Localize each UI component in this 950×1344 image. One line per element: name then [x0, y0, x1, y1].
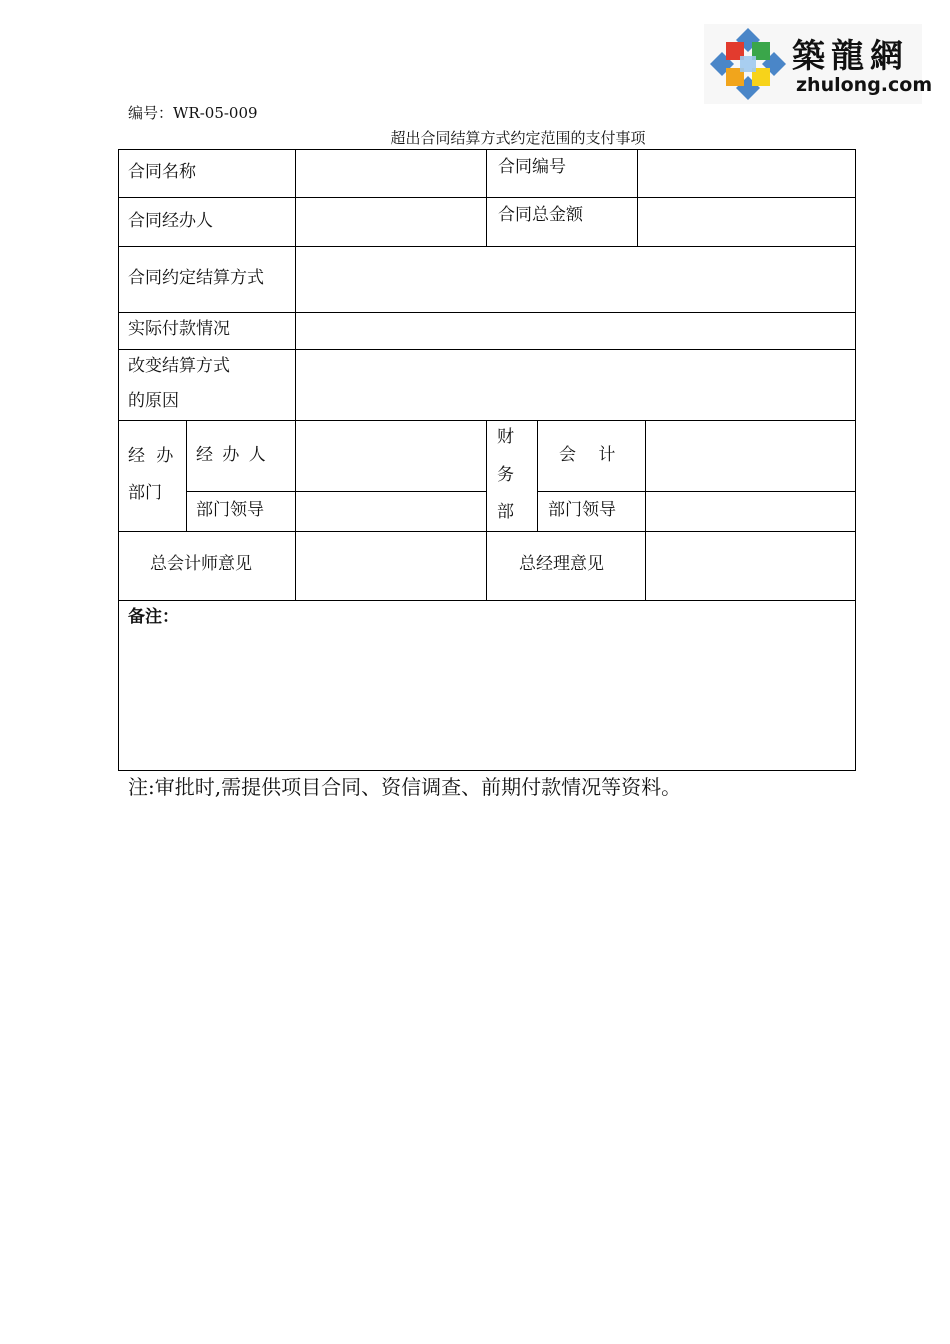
label-finance-line1: 财	[497, 427, 514, 447]
zhulong-logo	[704, 24, 933, 104]
label-change-reason-line1: 改变结算方式	[128, 356, 230, 376]
table-rule	[118, 600, 856, 601]
table-rule	[295, 531, 296, 600]
table-rule	[186, 491, 487, 492]
label-general-manager-opinion: 总经理意见	[519, 554, 604, 574]
label-finance-line3: 部	[497, 502, 514, 522]
label-actual-payment: 实际付款情况	[128, 319, 230, 339]
table-rule	[537, 491, 856, 492]
table-rule	[645, 531, 646, 600]
label-contract-number: 合同编号	[498, 157, 566, 177]
table-rule	[295, 246, 296, 420]
table-rule	[486, 149, 487, 246]
label-contract-total: 合同总金额	[498, 205, 583, 225]
document-number: 编号：WR-05-009	[128, 104, 258, 122]
table-border-right	[855, 149, 856, 771]
logo-english-text: zhulong.com	[796, 74, 933, 96]
table-rule	[645, 420, 646, 531]
table-rule	[118, 312, 856, 313]
table-rule	[118, 420, 856, 421]
table-rule	[118, 197, 856, 198]
table-rule	[295, 149, 296, 246]
table-rule	[637, 149, 638, 246]
logo-mark-icon	[708, 26, 788, 102]
table-border-top	[118, 149, 856, 150]
label-handler: 经 办 人	[196, 445, 268, 465]
label-finance-line2: 务	[497, 465, 514, 485]
label-contract-handler: 合同经办人	[128, 211, 213, 231]
label-contract-name: 合同名称	[128, 162, 196, 182]
table-border-left	[118, 149, 119, 771]
label-remarks: 备注：	[128, 607, 179, 627]
table-rule	[486, 420, 487, 531]
table-rule	[118, 531, 856, 532]
label-agreed-settlement: 合同约定结算方式	[128, 268, 264, 288]
label-chief-accountant-opinion: 总会计师意见	[150, 554, 252, 574]
table-rule	[118, 246, 856, 247]
footnote: 注:审批时,需提供项目合同、资信调查、前期付款情况等资料。	[128, 775, 682, 799]
table-rule	[295, 420, 296, 531]
logo-chinese-text: 築龍網	[792, 36, 909, 75]
form-title: 超出合同结算方式约定范围的支付事项	[390, 129, 646, 147]
label-handling-dept-line1: 经 办	[128, 446, 177, 466]
label-dept-leader-left: 部门领导	[196, 500, 264, 520]
table-rule	[486, 531, 487, 600]
label-dept-leader-right: 部门领导	[548, 500, 616, 520]
approval-form-table	[118, 149, 856, 771]
label-change-reason-line2: 的原因	[128, 391, 179, 411]
table-rule	[118, 349, 856, 350]
table-rule	[186, 420, 187, 531]
label-handling-dept-line2: 部门	[128, 483, 162, 503]
table-rule	[537, 420, 538, 531]
label-accountant: 会 计	[559, 445, 616, 465]
